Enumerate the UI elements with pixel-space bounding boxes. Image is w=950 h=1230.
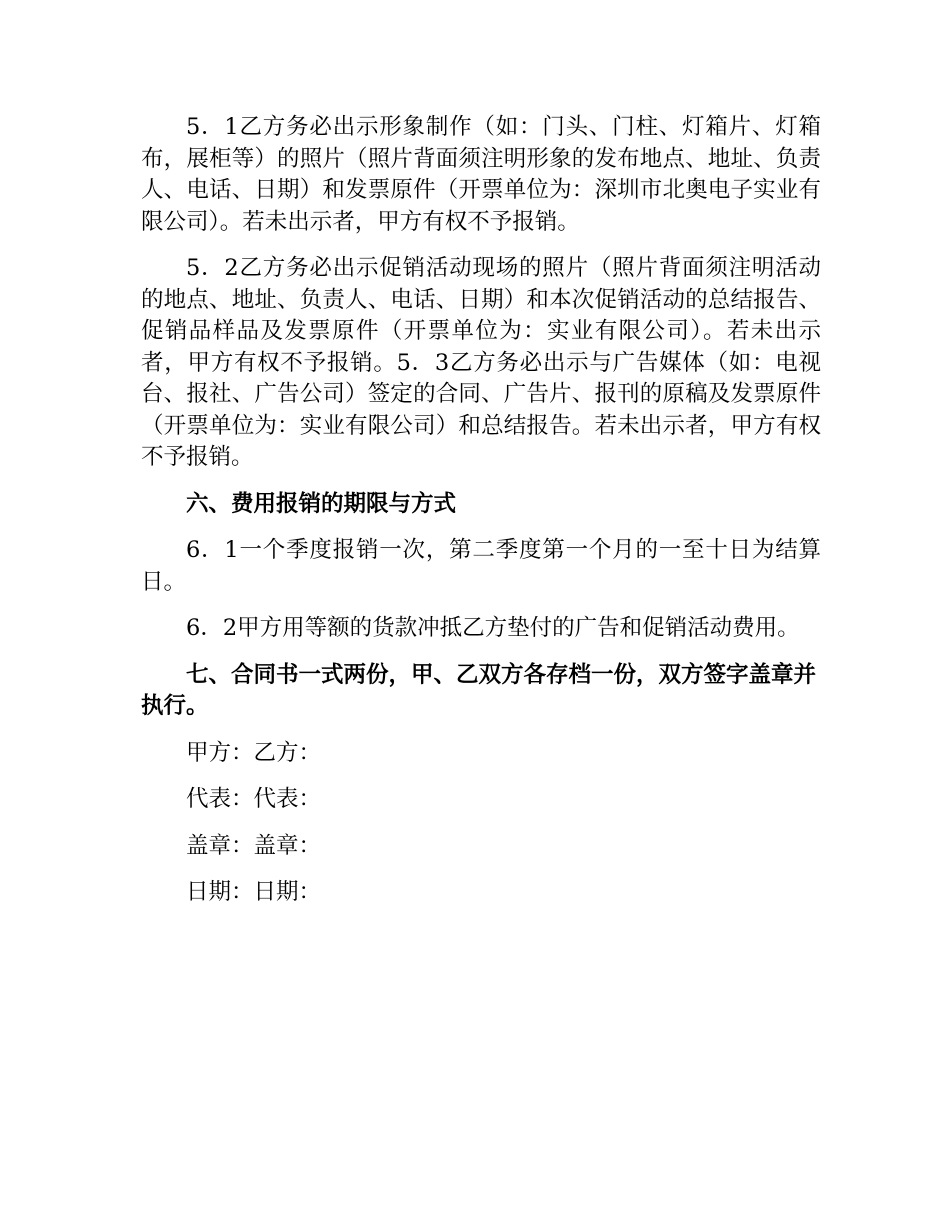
document-page <box>141 112 821 924</box>
clause-6-1: 6．1一个季度报销一次，第二季度第一个月的一至十日为结算日。 <box>141 537 821 595</box>
signature-seal-line: 盖章：盖章： <box>186 832 322 859</box>
signature-date-line: 日期：日期： <box>186 879 322 905</box>
clause-5-1: 5．1乙方务必出示形象制作（如：门头、门柱、灯箱片、灯箱布，展柜等）的照片（照片背面须注明形象的发布地点、地址、负责人、电话、日期）和发票原件（开票单位为：深圳市北奥电子实业有限公司）。若未出示者，甲方有权不予报销。 <box>141 114 821 235</box>
clause-5-2: 5．2乙方务必出示促销活动现场的照片（照片背面须注明活动的地点、地址、负责人、电话、日期）和本次促销活动的总结报告、促销品样品及发票原件（开票单位为：实业有限公司）。若未出示者，甲方有权不予报销。5．3乙方务必出示与广告媒体（如：电视台、报社、广告公司）签定的合同、广告片、报刊的原稿及发票原件（开票单位为：实业有限公司）和总结报告。若未出示者，甲方有权不予报销。 <box>141 255 821 470</box>
signature-representative-line: 代表：代表： <box>186 786 322 812</box>
section-7-heading: 七、合同书一式两份，甲、乙双方各存档一份，双方签字盖章并执行。 <box>141 661 817 719</box>
section-6-heading: 六、费用报销的期限与方式 <box>186 490 457 517</box>
signature-party-line: 甲方：乙方： <box>186 739 322 766</box>
clause-6-2: 6．2甲方用等额的货款冲抵乙方垫付的广告和促销活动费用。 <box>186 615 800 641</box>
